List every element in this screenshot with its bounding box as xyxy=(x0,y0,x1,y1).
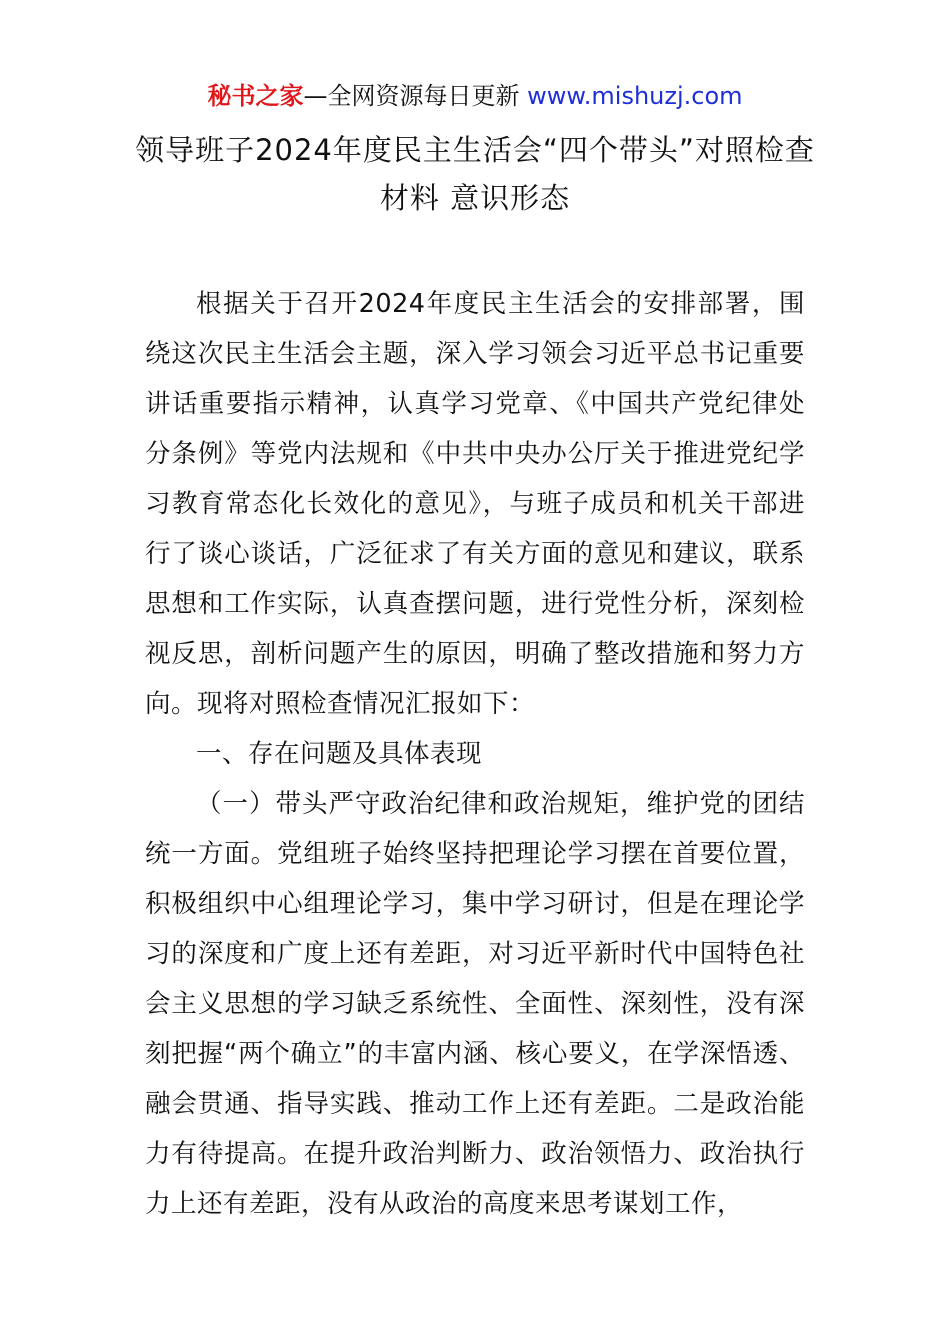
site-banner xyxy=(0,80,950,112)
paragraph-section-1: （一）带头严守政治纪律和政治规矩，维护党的团结统一方面。党组班子始终坚持把理论学习摆在首要位置，积极组织中心组理论学习，集中学习研讨，但是在理论学习的深度和广度上还有差距，对习近平新时代中国特色社会主义思想的学习缺乏系统性、全面性、深刻性，没有深刻把握“两个确立”的丰富内涵、核心要义，在学深悟透、融会贯通、指导实践、推动工作上还有差距。二是政治能力有待提高。在提升政治判断力、政治领悟力、政治执行力上还有差距，没有从政治的高度来思考谋划工作， xyxy=(145,789,805,1219)
document-body xyxy=(145,279,805,1229)
banner-tagline: —全网资源每日更新 xyxy=(303,82,528,110)
banner-url[interactable]: www.mishuzj.com xyxy=(527,82,743,110)
paragraph-intro: 根据关于召开2024年度民主生活会的安排部署，围绕这次民主生活会主题，深入学习领会习近平总书记重要讲话重要指示精神，认真学习党章、《中国共产党纪律处分条例》等党内法规和《中共中央办公厅关于推进党纪学习教育常态化长效化的意见》，与班子成员和机关干部进行了谈心谈话，广泛征求了有关方面的意见和建议，联系思想和工作实际，认真查摆问题，进行党性分析，深刻检视反思，剖析问题产生的原因，明确了整改措施和努力方向。现将对照检查情况汇报如下： xyxy=(145,289,805,719)
banner-brand: 秘书之家 xyxy=(207,82,304,110)
section-heading: 一、存在问题及具体表现 xyxy=(196,739,483,769)
document-title: 领导班子2024年度民主生活会“四个带头”对照检查材料 意识形态 xyxy=(135,133,815,215)
